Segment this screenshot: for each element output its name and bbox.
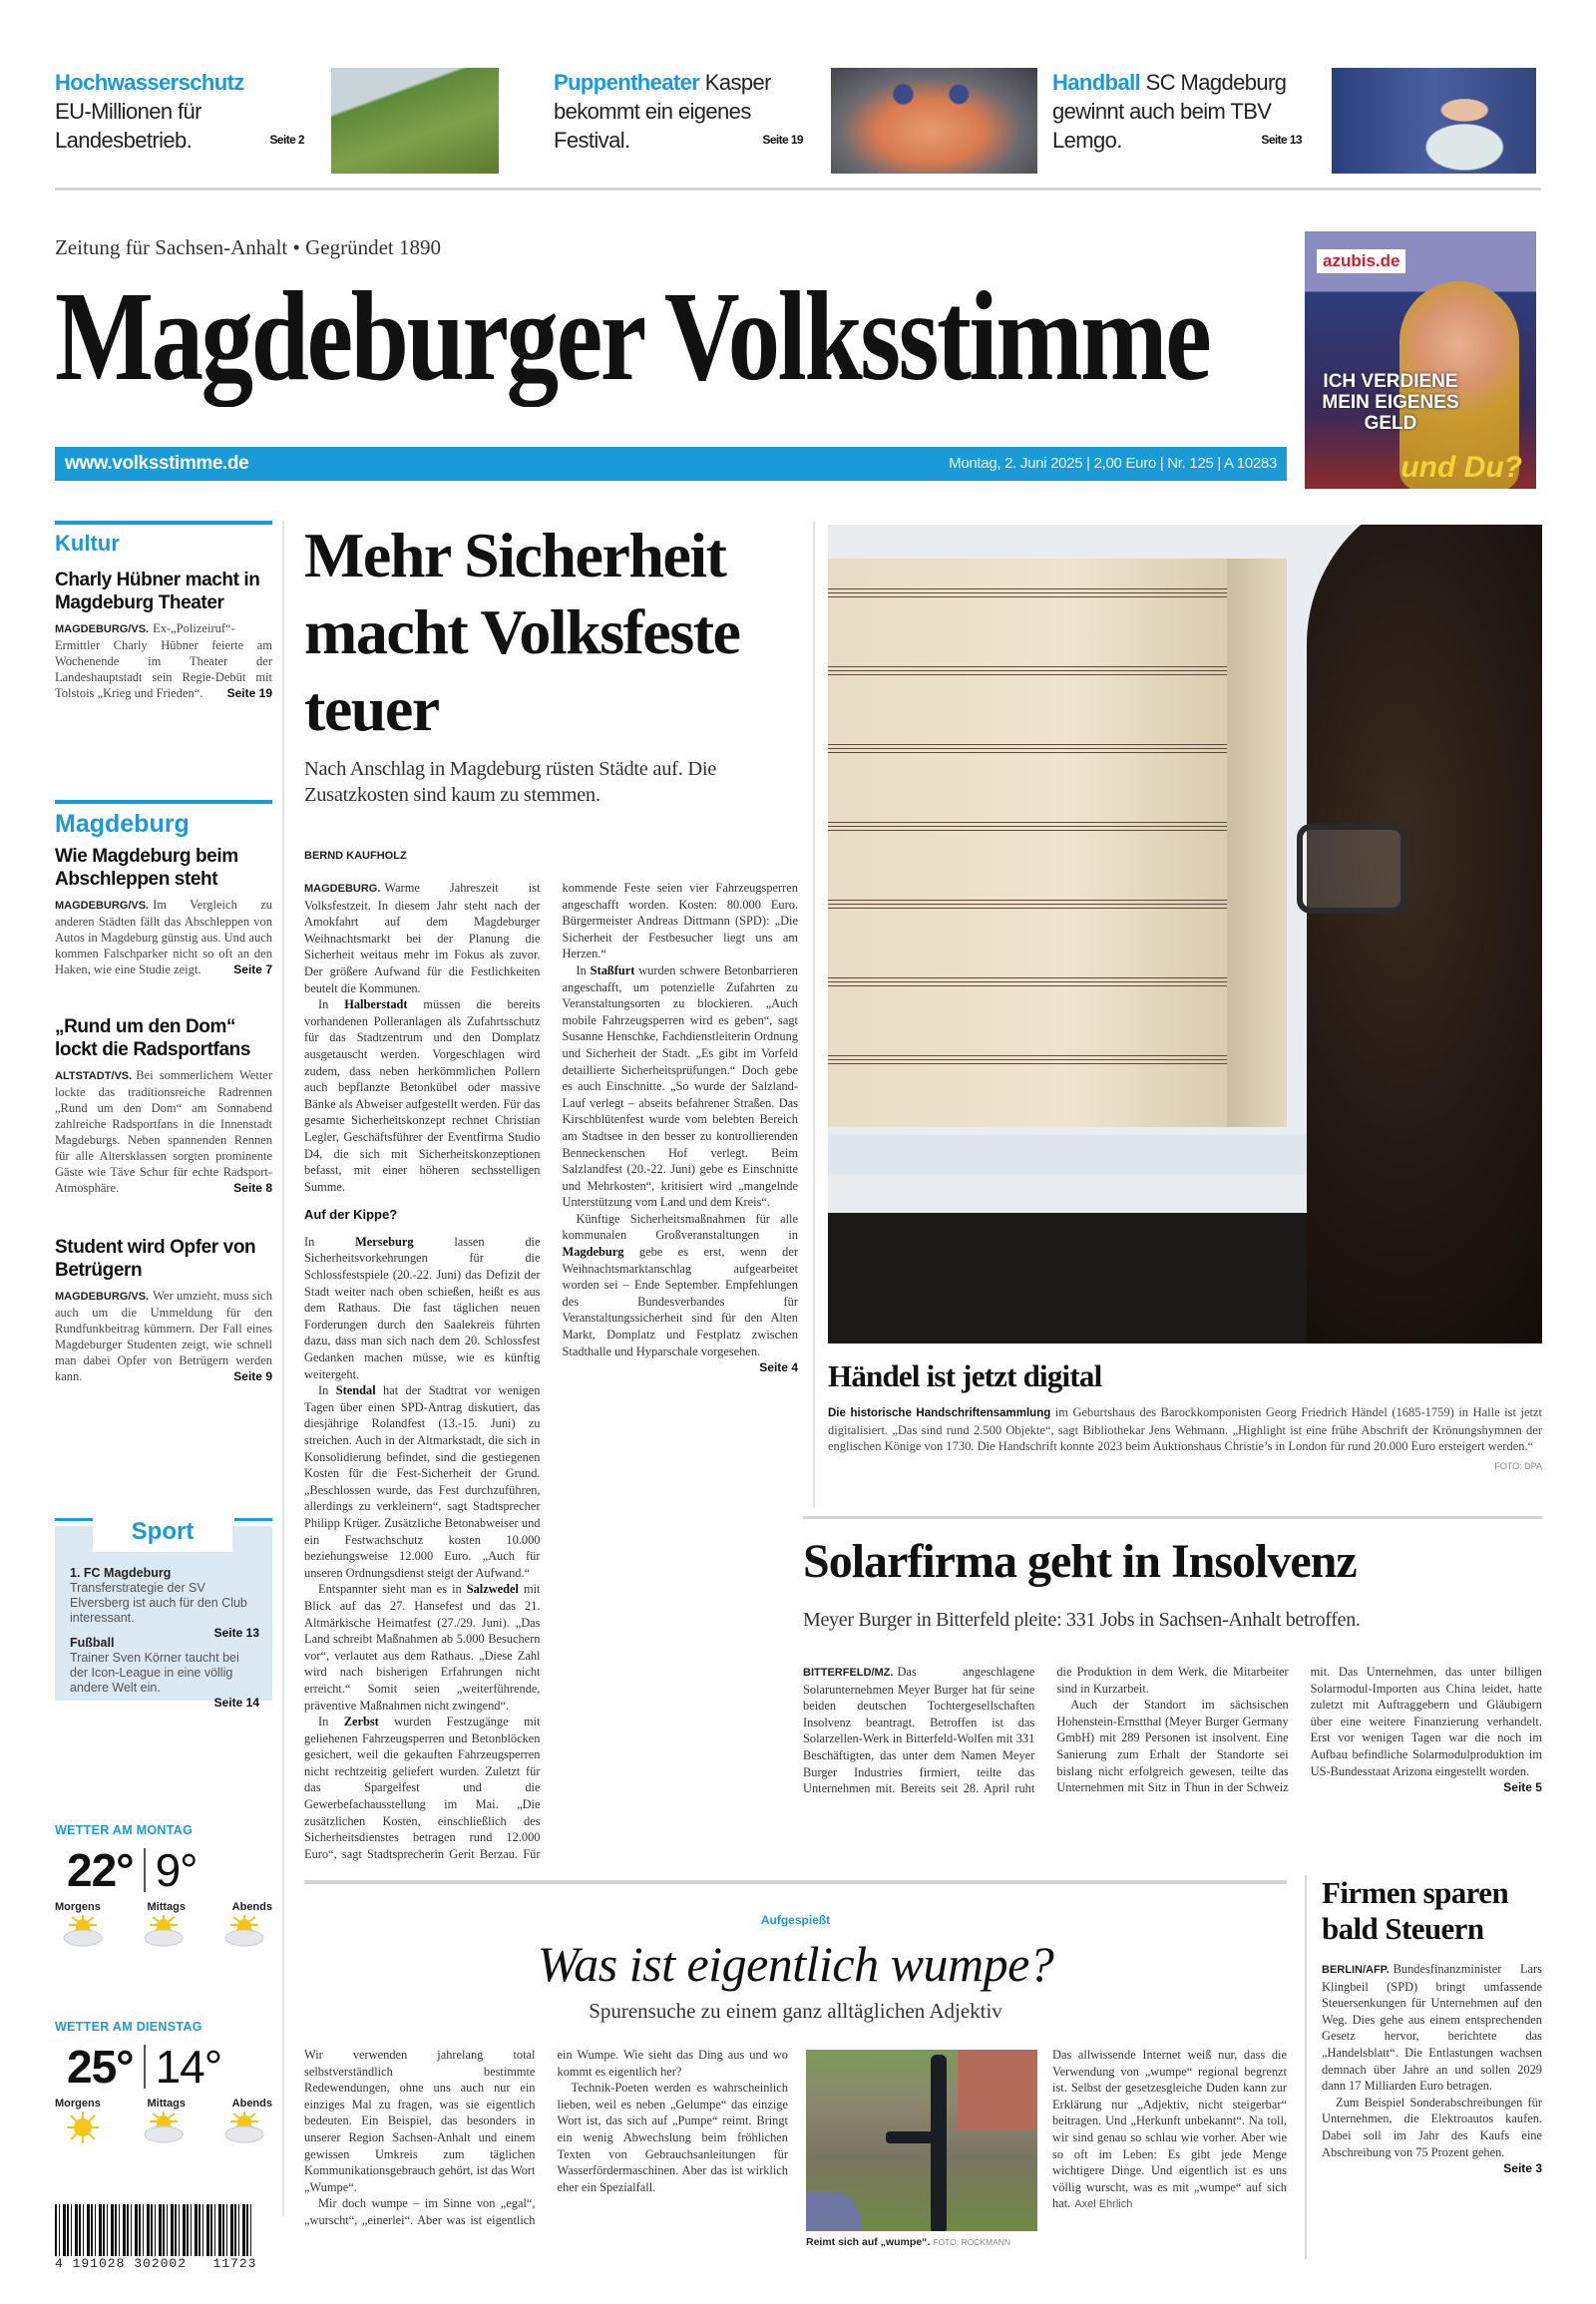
section-sport [55,1518,272,1710]
city-name: Zerbst [343,1715,379,1729]
dateline: MAGDEBURG/VS. [55,900,150,912]
paragraph [304,880,541,996]
label-noon: Mittags [147,1901,186,1913]
teaser-body: Ex-„Polizeiruf“-Ermittler Charly Hübner feierte am Wochenende im Theater der Landeshauptstadt sein Regie-Debüt mit Tolstois „Krieg und Frieden“. [55,621,272,700]
teaser-page: Seite 19 [762,133,803,147]
section-title: Kultur [55,531,120,556]
weather-temps [67,2040,272,2094]
kultur-headline[interactable]: Charly Hübner macht in Magdeburg Theater [55,570,260,613]
magdeburg-headline[interactable]: Student wird Opfer von Betrügern [55,1237,256,1281]
tax-headline[interactable]: Firmen sparen bald Steuern [1322,1875,1509,1946]
magdeburg-headline[interactable]: „Rund um den Dom“ lockt die Radsportfans [55,1016,251,1060]
lead-author: BERND KAUFHOLZ [304,850,407,862]
teaser-photo-dike[interactable] [331,68,499,174]
page-ref[interactable]: Seite 7 [233,962,272,976]
teaser-kicker: Handball [1052,70,1141,95]
intro-text: Warme Jahreszeit ist Volksfestzeit. In diesem Jahr steht nach der Amokfahrt auf dem Magdeburger Weihnachtsmarkt bei der Planung die Sicherheit weitaus mehr im Fokus als zuvor. Der größere Aufwand für die Festlichkeiten beutelt die Kommunen. [304,881,541,995]
temp-high: 25° [67,2041,134,2093]
solar-headline[interactable]: Solarfirma geht in Insolvenz [803,1535,1357,1588]
sport-item-text: Transferstrategie der SV Elversberg ist auch für den Club interessant. [70,1581,247,1625]
divider [803,1516,1542,1519]
teaser-body: Wer umzieht, muss sich auch um die Ummeldung für den Rundfunkbeitrag kümmern. Der Fall eines Magdeburger Studenten zeigt, wie schnell man dabei Opfer von Betrügern werden kann. [55,1289,272,1383]
section-magdeburg [55,800,272,1384]
teaser-text: EU-Millionen für Landesbetrieb. [55,99,201,153]
kultur-teaser [55,620,272,701]
label-evening: Abends [231,2098,272,2110]
magdeburg-headline[interactable]: Wie Magdeburg beim Abschleppen steht [55,846,238,890]
partly-sunny-icon [140,2110,188,2145]
partly-sunny-icon [220,1913,268,1949]
weather-temps [67,1843,272,1897]
paragraph: Wir verwenden jahrelang total selbstverständlich bestimmte Redewendungen, ohne uns auch nur ein einziges Mal zu fragen, was sie eigentlich bedeuten. Ein Beispiel, das besonders in unserer Region Sachsen-Anhalt und einem gewissen Umkreis zum täglichen Kommunikationsgebrauch gehört, ist das Wort „Wumpe“. [304,2048,536,2194]
caption-text: Reimt sich auf „wumpe“. [806,2236,931,2248]
brick-wall [958,2050,1037,2129]
glosse-continuation: Das allwissende Internet weiß nur, dass die Verwendung von „wumpe“ regional begrenzt ist. Selbst der gesetzesgleiche Duden kann zur Erklärung nur „Adjektiv, nicht steigerbar“ beitragen. Und „Herkunft unbekannt“. Na toll, wir sind genau so schlau wie vorher. Aber wie so oft im Leben: Es gibt jede Menge wichtigere Dinge. Und eigentlich ist es uns völlig wurscht, was es mit „wumpe“ auf sich hat. Axel Ehrlich [1052,2048,1287,2211]
solar-subheadline: Meyer Burger in Bitterfeld pleite: 331 Jobs in Sachsen-Anhalt betroffen. [803,1609,1361,1631]
city-name: Staßfurt [590,962,635,977]
weather-tuesday [55,2020,272,2145]
weather-title: WETTER AM MONTAG [55,1823,194,1837]
weather-labels [55,2098,272,2110]
page-ref[interactable]: Seite 3 [1503,2161,1542,2176]
teaser-page: Seite 2 [269,133,304,147]
sport-item[interactable] [70,1636,259,1711]
sheet-music-page [1227,559,1287,1127]
page-ref[interactable]: Seite 4 [759,1360,798,1375]
page-ref[interactable]: Seite 5 [1503,1780,1542,1795]
city-name: Salzwedel [466,1582,519,1597]
section-title: Sport [93,1518,232,1552]
temp-high: 22° [67,1844,134,1896]
page-ref[interactable]: Seite 9 [233,1369,272,1383]
dateline: BITTERFELD/MZ. [803,1667,894,1679]
sun-icon [59,2110,107,2145]
pump-spout [886,2131,936,2143]
glosse-headline[interactable]: Was ist eigentlich wumpe? [537,1936,1054,1992]
teaser-puppentheater[interactable] [554,68,803,155]
teaser-photo-handball[interactable] [1332,68,1536,174]
barcode [55,2204,254,2256]
partly-sunny-icon [59,1913,107,1949]
paragraph: Mir doch wumpe – im Sinne von „egal“, „wurscht“, „einerlei“. Aber was ist eigentlich ein Wumpe. Wie sieht das Ding aus und wo kommt es eigentlich her? [304,2048,788,2227]
city-name: Stendal [335,1383,376,1398]
lead-body [304,880,798,1872]
masthead-bar [55,447,1287,481]
lead-subhead: Auf der Kippe? [304,1207,398,1223]
paragraph: Entspannter sieht man es in Salzwedel mit Blick auf das 27. Hansefest und das 21. Altmärkische Heimatfest (27./29. Juni). „Das Land schreibt Maßnahmen ab 5.000 Besuchern vor“, verlautet aus dem Rathaus. „Diese Zahl wird nach bisherigen Erfahrungen nicht erreicht.“ Somit seien „weiterführende, präventive Maßnahmen nicht zwingend“. [304,1582,541,1713]
column-divider [1305,1875,1307,2259]
barcode-digits: 4 191028 302002 [55,2256,188,2271]
page-ref[interactable]: Seite 14 [213,1696,259,1710]
glosse-subheadline: Spurensuche zu einem ganz alltäglichen Adjektiv [589,1999,1002,2023]
paragraph: Künftige Sicherheitsmaßnahmen für alle kommunalen Großveranstaltungen in Magdeburg gebe es erst, wenn der Weihnachtsmarktanschlag aufgearbeitet worden sei – Ende September. Empfehlungen des Bundesverbandes für Veranstaltungssicherheit sind für den Alten Markt, Domplatz und Festplatz zwischen Stadthalle und Hyparschale vorgesehen. Seite 4 [562,1211,798,1375]
teaser-text: SC Magdeburg gewinnt auch beim TBV Lemgo. [1052,70,1287,153]
glosse-kicker: Aufgespießt [760,1913,831,1927]
dateline: MAGDEBURG/VS. [55,1291,150,1303]
paragraph: In Zerbst wurden Festzugänge mit geliehenen Fahrzeugsperren und Betonblöcken gesichert, weil die gekauften Fahrzeugsperren nicht rechtzeitig geliefert wurden. Zuletzt für das Spargelfest und die Gewerbefachausstellung im Mai. „Die zusätzlichen Kosten, einschließlich des Sicherheitsdienstes betragen rund 12.000 Euro“, sagt Stadtsprecherin Gerit Berzau. Für kommende Feste seien vier Fahrzeugsperren angeschafft worden. Kosten: 80.000 Euro. Bürgermeister Andreas Dittmann (SPD): „Die Sicherheit der Festbesucher liegt uns am Herzen.“ [304,881,798,1861]
paragraph: Zum Beispiel Sonderabschreibungen für Unternehmen, die Elektroautos kaufen. Dabei soll im Jahr des Kaufs eine Abschreibung von 75 Prozent gehen. Seite 3 [1322,2095,1542,2176]
handel-manuscript-photo[interactable] [828,525,1542,1344]
paragraph: Technik-Poeten werden es wahrscheinlich lieben, weil es neben „Gelumpe“ das einzige Wort ist, das sich auf „Pumpe“ reimt. Bringt ein wenig Abwechslung beim fröhlichen Texten von Gebrauchsanleitungen für Wasserfördermaschinen. Aber das ist wirklich eher ein Spezialfall. [557,2081,788,2194]
divider [55,188,1541,191]
teaser-text: Kasper bekommt ein eigenes Festival. [554,70,771,153]
drain-cover [806,2191,861,2231]
city-name: Merseburg [355,1234,414,1249]
dateline: MAGDEBURG/VS. [55,623,150,635]
divider [304,1880,1287,1884]
sport-item-title: 1. FC Magdeburg [70,1566,172,1580]
glosse-body [304,2047,788,2229]
teaser-page: Seite 13 [1261,133,1302,147]
teaser-body: Im Vergleich zu anderen Städten fällt das Abschleppen von Autos in Magdeburg günstig aus. Und auch kommen Falschparker nicht so oft an den Haken, wie eine Studie zeigt. [55,898,272,976]
sport-item[interactable] [70,1566,259,1641]
sport-item-text: Trainer Sven Körner taucht bei der Icon-League in eine völlig andere Welt ein. [70,1651,239,1695]
pump-body [931,2055,947,2231]
paragraph: In Merseburg lassen die Sicherheitsvorkehrungen für die Schlossfestspiele (20.-22. Juni) das Defizit der Stadt weiter nach oben schießen, heißt es aus dem Rathaus. Die fast täglichen neuen Forderungen durch den Saalekreis führten dazu, dass man sich nach dem 20. Schlossfest Gedanken machen müsse, wie es künftig weitergeht. [304,1234,541,1381]
water-pump-photo[interactable] [806,2050,1037,2231]
ad-tagline: und Du? [1400,451,1522,484]
section-rule [55,800,272,804]
issue-info: Montag, 2. Juni 2025 | 2,00 Euro | Nr. 125 | A 10283 [949,455,1277,472]
dateline: BERLIN/AFP. [1322,1964,1390,1976]
weather-icons [55,1913,272,1949]
caption-text: im Geburtshaus des Barockkomponisten Georg Friedrich Händel (1685-1759) in Halle ist jetzt digitalisiert. „Das sind rund 2.500 Objekte“, sagt Bibliothekar Jens Wehmann. „Highlight ist eine frühe Abschrift der Krönungshymnen der englischen Könige von 1730. Die Handschrift konnte 2023 beim Auktionshaus Christie’s in London für rund 20.000 Euro ersteigert werden.“ [828,1405,1542,1453]
photo-credit: FOTO: DPA [1494,1460,1542,1471]
section-rule [55,521,272,525]
photo-headline[interactable]: Händel ist jetzt digital [828,1358,1102,1393]
pump-caption [806,2236,1045,2248]
label-noon: Mittags [147,2098,186,2110]
barcode-number [55,2256,256,2271]
barcode-addon: 11723 [212,2256,257,2271]
section-kultur [55,521,272,701]
lead-subheadline: Nach Anschlag in Magdeburg rüsten Städte auf. Die Zusatzkosten sind kaum zu stemmen. [304,758,717,806]
teaser-kicker: Hochwasserschutz [55,70,244,95]
weather-labels [55,1901,272,1913]
magdeburg-teaser [55,897,272,977]
city-name: Magdeburg [562,1245,624,1260]
ad-logo: azubis.de [1317,249,1405,273]
page-ref[interactable]: Seite 8 [233,1181,272,1195]
paragraph: In Staßfurt wurden schwere Betonbarrieren angeschafft, um potenzielle Zufahrten zu Veranstaltungsorten zu blockieren. „Auch mobile Fahrzeugsperren wird es geben“, sagt Susanne Henschke, Fachdienstleiterin Ordnung und Sicherheit der Stadt. „Es gibt im Vorfeld detaillierte Sicherheitsprüfungen.“ Doch gebe es auch Einschnitte. „So wurde der Salzland-Lauf verlegt – abseits befahrener Straßen. Das Kirschblütenfest wurde vom belebten Bereich am Stadtsee in den besser zu kontrollierenden Benneckenschen Hof verlegt. Beim Salzlandfest (20.-22. Juni) gebe es Einschnitte und Mehrkosten“, kritisiert wird „mangelnde Unterstützung vom Land und dem Kreis“. [562,962,798,1210]
paragraph: In Halberstadt müssen die bereits vorhandenen Polleranlagen als Zufahrtsschutz für das Stadtzentrum und den Domplatz ausgetauscht werden. Vorgeschlagen wird zudem, dass neben herkömmlichen Pollern auch bepflanzte Betonkübel oder massive Bänke als Abweiser aufgestellt werden. Für das gesamte Sicherheitskonzept rechnet Christian Legler, Geschäftsführer der Eventfirma Studio D4, die sich mit Sicherheitskonzeptionen befasst, mit einer höheren sechsstelligen Summe. [304,997,541,1194]
teaser-photo-puppet[interactable] [831,68,1037,174]
photo-credit: FOTO: ROCKMANN [933,2237,1011,2247]
website-link[interactable]: www.volksstimme.de [65,453,249,474]
paragraph: BITTERFELD/MZ. Das angeschlagene Solarunternehmen Meyer Burger hat für seine beiden deutschen Tochtergesellschaften Insolvenz beantragt. Betroffen ist das Solarzellen-Werk in Bitterfeld-Wolfen mit 331 Beschäftigten, das unter dem Namen Meyer Burger Industries firmiert, teilte das Unternehmen mit. Bereits seit 28. April ruht die Produktion in dem Werk, die Mitarbeiter sind in Kurzarbeit. [803,1665,1289,1796]
teaser-hochwasserschutz[interactable] [55,68,304,155]
masthead-tagline: Zeitung für Sachsen-Anhalt • Gegründet 1890 [55,235,442,259]
page-ref[interactable]: Seite 19 [226,686,272,700]
section-rule [234,1518,272,1521]
temp-low: 14° [155,2041,222,2093]
photo-caption [828,1404,1542,1474]
sheet-music [828,559,1227,1127]
teaser-body: Bei sommerlichem Wetter lockte das traditionsreiche Radrennen „Rund um den Dom“ am Sonnabend zahlreiche Radsportfans in die Innenstadt Magdeburgs. Neben spannenden Rennen für alle Altersklassen sorgten prominente Gäste wie Täve Schur für echte Radsport-Atmosphäre. [55,1068,272,1195]
label-morning: Morgens [55,2098,101,2110]
teaser-handball[interactable] [1052,68,1302,155]
column-divider [282,521,284,2216]
paragraph: Auch der Standort im sächsischen Hohenstein-Ernstthal (Meyer Burger Germany GmbH) mit 289 Personen ist insolvent. Eine Sanierung zum Erhalt der Standorte sei bislang nicht erfolgreich gewesen, teilte das Unternehmen mit Sitz in Thun in der Schweiz mit. Das Unternehmen, das unter billigen Solarmodul-Importen aus China leidet, hatte zuletzt mit Auftraggebern und Gläubigern über eine weitere Finanzierung verhandelt. Erst vor wenigen Tagen war die noch im Aufbau befindliche Solarmodulproduktion im US-Bundesstaat Arizona eingestellt worden. Seite 5 [1056,1665,1542,1795]
magdeburg-teaser [55,1067,272,1196]
tax-body [1322,1961,1542,2177]
label-morning: Morgens [55,1901,101,1913]
page-ref[interactable]: Seite 13 [213,1626,259,1640]
ad-slogan: ICH VERDIENE MEIN EIGENES GELD [1322,371,1459,434]
temp-low: 9° [155,1844,198,1896]
label-evening: Abends [231,1901,272,1913]
city-name: Halberstadt [344,997,408,1012]
glasses [1297,824,1406,914]
temp-separator [144,1848,146,1892]
paragraph: In Stendal hat der Stadtrat vor wenigen Tagen über einen SPD-Antrag diskutiert, das diesjährige Rolandfest (13.-15. Juni) zu streichen. Auch in der Altmarkstadt, die sich in Konsolidierung befindet, sind die gestiegenen Kosten für die Fest-Sicherheit der Grund. „Beschlossen wurde, das Fest durchzuführen, allerdings zu verkleinern“, sagt Stadtsprecher Philipp Krüger. Zusätzliche Betonabweiser und ein Festwachschutz kosten 10.000 beziehungsweise 12.000 Euro. „Auch für unseren Ordnungsdienst steigt der Aufwand.“ [304,1383,541,1580]
lead-headline[interactable]: Mehr Sicherheit macht Volksfeste teuer [304,520,740,744]
partly-sunny-icon [140,1913,188,1949]
magdeburg-teaser [55,1288,272,1384]
teaser-kicker: Puppentheater [554,70,700,95]
section-rule [55,1518,93,1521]
weather-title: WETTER AM DIENSTAG [55,2020,202,2034]
weather-icons [55,2110,272,2145]
advertisement-azubis[interactable] [1305,231,1536,489]
caption-lead: Die historische Handschriftensammlung [828,1407,1051,1419]
dateline: MAGDEBURG. [304,883,381,895]
temp-separator [144,2045,146,2089]
solar-body [803,1664,1542,1797]
glosse-author: Axel Ehrlich [1074,2198,1133,2211]
masthead-title: Magdeburger Volksstimme [55,265,1210,407]
sport-item-title: Fußball [70,1636,115,1650]
dateline: ALTSTADT/VS. [55,1070,133,1082]
weather-monday [55,1823,272,1949]
person-silhouette [1307,525,1542,1344]
paragraph: BERLIN/AFP. Bundesfinanzminister Lars Klingbeil (SPD) bringt umfassende Steuersenkungen für Unternehmen auf den Weg. Dies gehe aus einem entsprechenden Gesetz hervor, berichtete das „Handelsblatt“. Die Entlastungen wachsen demnach über Jahre an und sollen 2029 dann 17 Milliarden Euro betragen. [1322,1962,1542,2094]
partly-sunny-icon [220,2110,268,2145]
section-title: Magdeburg [55,810,190,838]
column-divider [813,521,815,1508]
